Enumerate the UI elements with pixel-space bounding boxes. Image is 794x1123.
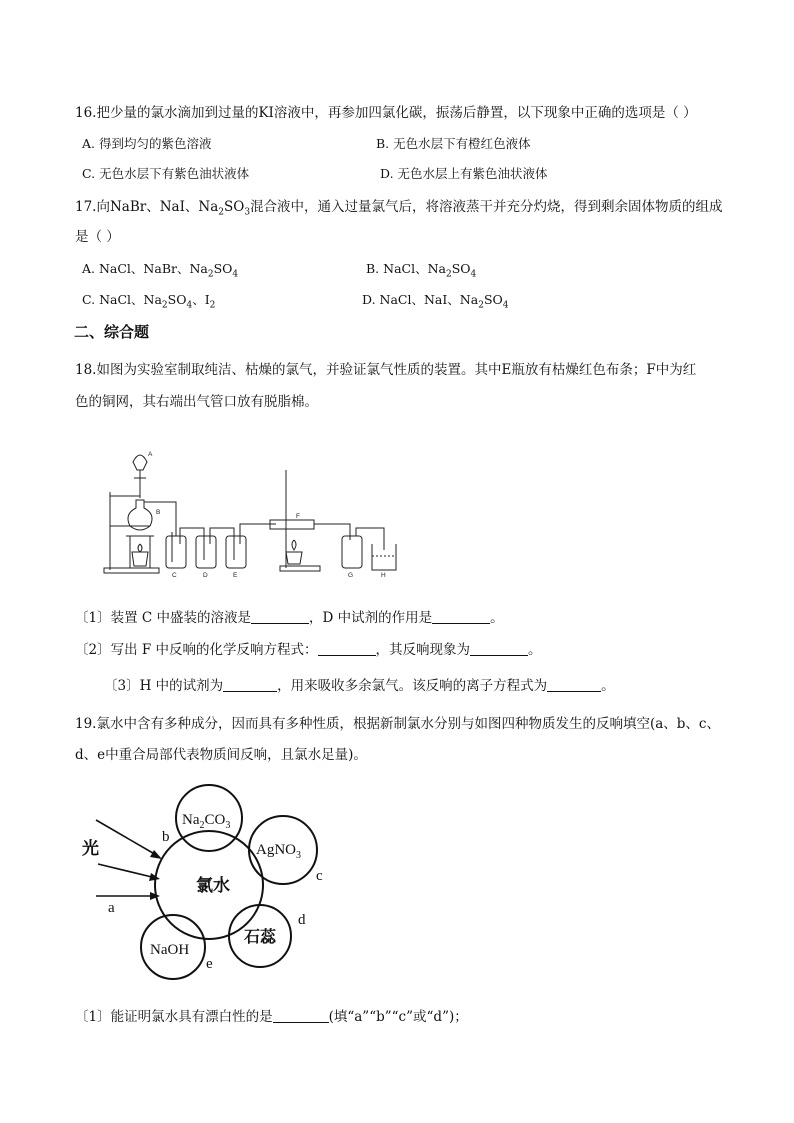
subscript: 2 (209, 300, 216, 311)
arrowhead (150, 850, 162, 859)
bottle-g (342, 536, 362, 568)
label-g: G (348, 572, 354, 579)
label-d-region: d (298, 912, 306, 928)
opt-text: SO (483, 292, 503, 307)
text: Na (182, 812, 200, 828)
burner-f (286, 552, 302, 564)
q17-stem-part: SO (224, 199, 245, 215)
text: ，其反响现象为 (375, 642, 471, 658)
answer-blank[interactable] (318, 641, 376, 656)
label-h: H (381, 572, 386, 579)
q19-sub1 (75, 1008, 468, 1026)
label-c-region: c (316, 868, 323, 884)
opt-text: C. NaCl、Na (82, 292, 162, 307)
flame (138, 544, 142, 552)
text: 〔1〕能证明氯水具有漂白性的是 (75, 1009, 273, 1025)
bottle-c (166, 536, 186, 568)
subscript: 3 (225, 820, 231, 831)
q19-stem-line1: 19.氯水中含有多种成分，因而具有多种性质，根据新制氯水分别与如图四种物质发生的反响填空(a、b、c、 (75, 716, 720, 732)
q18-sub1 (75, 609, 504, 627)
q18-sub3 (104, 677, 615, 695)
separatory-funnel-a (133, 455, 147, 470)
q17-option-c (82, 291, 215, 315)
text: 〔3〕H 中的试剂为 (104, 678, 224, 694)
q16-option-b: B. 无色水层下有橙红色液体 (376, 136, 531, 151)
arrow-line (98, 864, 156, 878)
q16-option-a: A. 得到均匀的紫色溶液 (82, 136, 212, 151)
bottle-d (196, 536, 216, 568)
q17-option-d (362, 291, 508, 315)
subscript: 2 (207, 269, 214, 280)
label-e: E (233, 572, 238, 579)
answer-blank[interactable] (273, 1008, 329, 1023)
label-b-region: b (162, 829, 170, 845)
subscript: 2 (161, 300, 168, 311)
subscript: 2 (199, 820, 205, 831)
label-a: A (148, 451, 153, 458)
arrowhead (149, 873, 160, 881)
subscript: 4 (232, 269, 239, 280)
section-title: 二、综合题 (74, 323, 150, 341)
opt-text: SO (213, 261, 233, 276)
q16-option-d: D. 无色水层上有紫色油状液体 (380, 166, 548, 181)
answer-blank[interactable] (470, 641, 528, 656)
text: 。 (528, 642, 542, 658)
opt-text: 、I (192, 292, 210, 307)
text: AgNO (256, 842, 296, 858)
label-f: F (296, 513, 300, 520)
subscript: 4 (502, 300, 509, 311)
subscript: 3 (244, 207, 251, 218)
q16-stem: 16.把少量的氯水滴加到过量的KI溶液中，再参加四氯化碳，振荡后静置，以下现象中正确的选项是（ ） (75, 105, 697, 121)
answer-blank[interactable] (223, 677, 277, 692)
label-e-region: e (206, 956, 213, 972)
label-a-region: a (108, 900, 115, 916)
opt-text: B. NaCl、Na (366, 261, 446, 276)
label-naoh: NaOH (150, 942, 190, 958)
q19-stem-line2: d、e中重合局部代表物质间反响，且氯水足量)。 (75, 747, 367, 763)
label-c: C (172, 572, 177, 579)
text: CO (204, 812, 226, 828)
label-b: B (156, 509, 161, 516)
subscript: 4 (186, 300, 193, 311)
subscript: 2 (218, 207, 224, 218)
label-d: D (203, 572, 208, 579)
text: 〔1〕装置 C 中盛装的溶液是 (75, 610, 252, 626)
q17-option-b (366, 260, 476, 284)
answer-blank[interactable] (547, 677, 601, 692)
label-chlorine-water: 氯水 (196, 876, 230, 896)
q18-stem-line1: 18.如图为实验室制取纯洁、枯燥的氯气，并验证氯气性质的装置。其中E瓶放有枯燥红色布条；F中为红 (75, 362, 697, 378)
chlorine-apparatus-figure (100, 440, 400, 580)
chlorine-water-figure (78, 782, 338, 982)
q18-sub2 (75, 641, 542, 659)
answer-blank[interactable] (251, 609, 309, 624)
text: ，D 中试剂的作用是 (309, 610, 433, 626)
opt-text: D. NaCl、NaI、Na (362, 292, 479, 307)
opt-text: SO (167, 292, 187, 307)
text: 〔2〕写出 F 中反响的化学反响方程式： (75, 642, 318, 658)
answer-blank[interactable] (432, 609, 490, 624)
q17-stem-part: 17.向NaBr、NaI、Na (75, 199, 219, 215)
label-litmus: 石蕊 (244, 927, 277, 946)
text: 。 (601, 678, 615, 694)
alcohol-lamp (132, 552, 148, 566)
subscript: 2 (445, 269, 452, 280)
label-agno3 (256, 842, 301, 861)
q17-stem-part: 混合液中，通入过量氯气后，将溶液蒸干并充分灼烧，得到剩余固体物质的组成 (250, 199, 723, 215)
bottle-e (226, 536, 246, 568)
label-na2co3 (182, 812, 230, 831)
stand-base (104, 568, 159, 573)
delivery-tube (144, 502, 178, 536)
subscript: 4 (470, 269, 477, 280)
opt-text: SO (451, 261, 471, 276)
q18-stem-line2: 色的铜网，其右端出气管口放有脱脂棉。 (75, 394, 318, 410)
q17-stem-line1 (75, 198, 723, 222)
text: (填“a”“b”“c”或“d”)； (328, 1009, 468, 1025)
q16-option-c: C. 无色水层下有紫色油状液体 (82, 166, 250, 181)
q17-stem-line2: 是（ ） (75, 229, 120, 245)
subscript: 3 (296, 850, 301, 861)
arrow-line (96, 820, 158, 856)
text: 。 (490, 610, 504, 626)
light-arrows (96, 820, 158, 896)
q17-option-a (82, 260, 238, 284)
combustion-tube-f (270, 520, 314, 529)
text: ，用来吸收多余氯气。该反响的离子方程式为 (277, 678, 548, 694)
subscript: 2 (478, 300, 484, 311)
opt-text: A. NaCl、NaBr、Na (82, 261, 208, 276)
label-light: 光 (82, 839, 99, 859)
